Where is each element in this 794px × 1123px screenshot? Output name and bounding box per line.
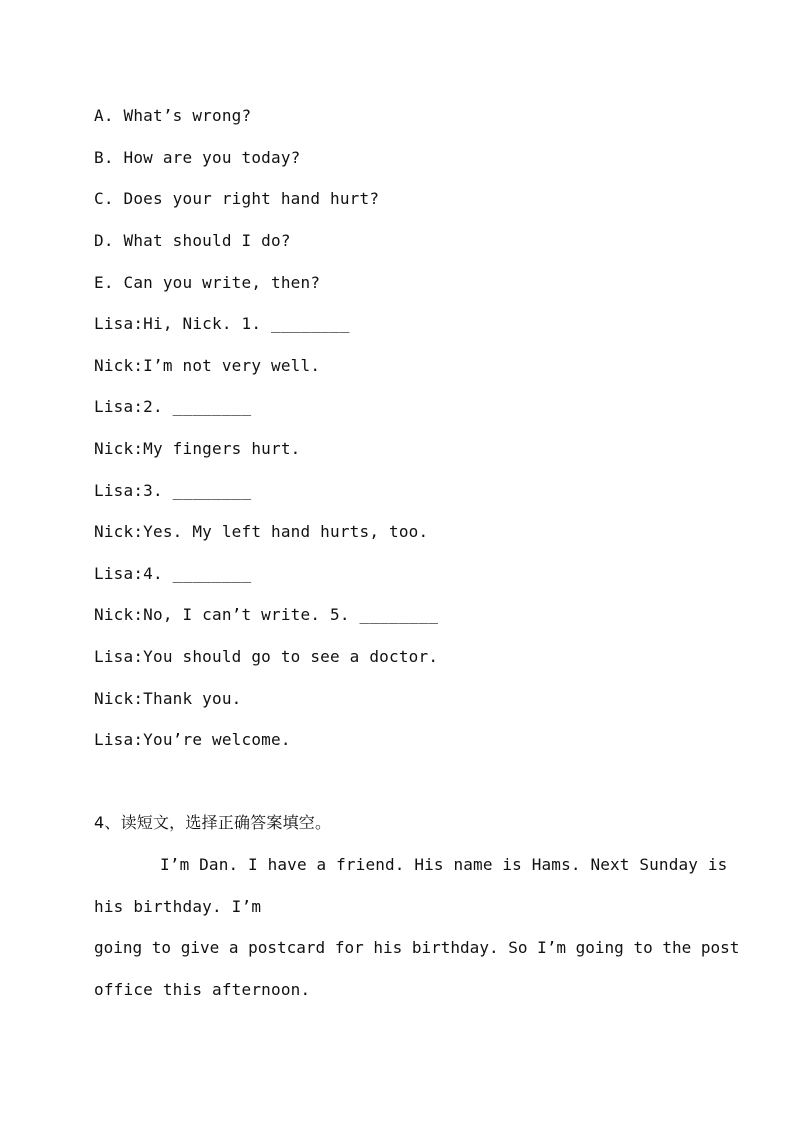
speaker-label: Nick: bbox=[94, 689, 144, 708]
dialogue-text: Hi, Nick. 1. ________ bbox=[143, 314, 350, 333]
speaker-label: Lisa: bbox=[94, 481, 144, 500]
passage-line-4: office this afternoon. bbox=[94, 980, 311, 999]
dialogue-text: 3. ________ bbox=[143, 481, 252, 500]
speaker-label: Lisa: bbox=[94, 730, 144, 749]
speaker-label: Lisa: bbox=[94, 647, 144, 666]
dialogue-text: My fingers hurt. bbox=[143, 439, 301, 458]
dialogue-line-4 bbox=[94, 439, 301, 459]
option-b: B. How are you today? bbox=[94, 148, 301, 167]
speaker-label: Lisa: bbox=[94, 397, 144, 416]
dialogue-text: 2. ________ bbox=[143, 397, 252, 416]
speaker-label: Nick: bbox=[94, 605, 144, 624]
dialogue-text: You’re welcome. bbox=[143, 730, 291, 749]
speaker-label: Nick: bbox=[94, 356, 144, 375]
dialogue-line-10 bbox=[94, 689, 242, 709]
dialogue-line-11 bbox=[94, 730, 291, 750]
dialogue-line-3 bbox=[94, 397, 251, 417]
document-page bbox=[94, 0, 740, 1123]
speaker-label: Nick: bbox=[94, 522, 144, 541]
dialogue-text: I’m not very well. bbox=[143, 356, 321, 375]
dialogue-line-5 bbox=[94, 481, 251, 501]
dialogue-line-6 bbox=[94, 522, 428, 542]
option-e: E. Can you write, then? bbox=[94, 273, 321, 292]
speaker-label: Lisa: bbox=[94, 564, 144, 583]
dialogue-text: Yes. My left hand hurts, too. bbox=[143, 522, 429, 541]
dialogue-line-1 bbox=[94, 314, 350, 334]
speaker-label: Lisa: bbox=[94, 314, 144, 333]
dialogue-line-7 bbox=[94, 564, 251, 584]
dialogue-line-8 bbox=[94, 605, 438, 625]
passage-line-2: his birthday. I’m bbox=[94, 897, 262, 916]
passage-line-3: going to give a postcard for his birthday. So I’m going to the post bbox=[94, 938, 740, 957]
passage-line-1: I’m Dan. I have a friend. His name is Hams. Next Sunday is bbox=[160, 855, 728, 874]
option-d: D. What should I do? bbox=[94, 231, 291, 250]
section-4-heading: 4、读短文，选择正确答案填空。 bbox=[94, 813, 332, 832]
dialogue-text: 4. ________ bbox=[143, 564, 252, 583]
dialogue-text: You should go to see a doctor. bbox=[143, 647, 439, 666]
dialogue-line-2 bbox=[94, 356, 320, 376]
dialogue-text: Thank you. bbox=[143, 689, 242, 708]
speaker-label: Nick: bbox=[94, 439, 144, 458]
option-c: C. Does your right hand hurt? bbox=[94, 189, 380, 208]
option-a: A. What’s wrong? bbox=[94, 106, 252, 125]
dialogue-text: No, I can’t write. 5. ________ bbox=[143, 605, 439, 624]
dialogue-line-9 bbox=[94, 647, 438, 667]
